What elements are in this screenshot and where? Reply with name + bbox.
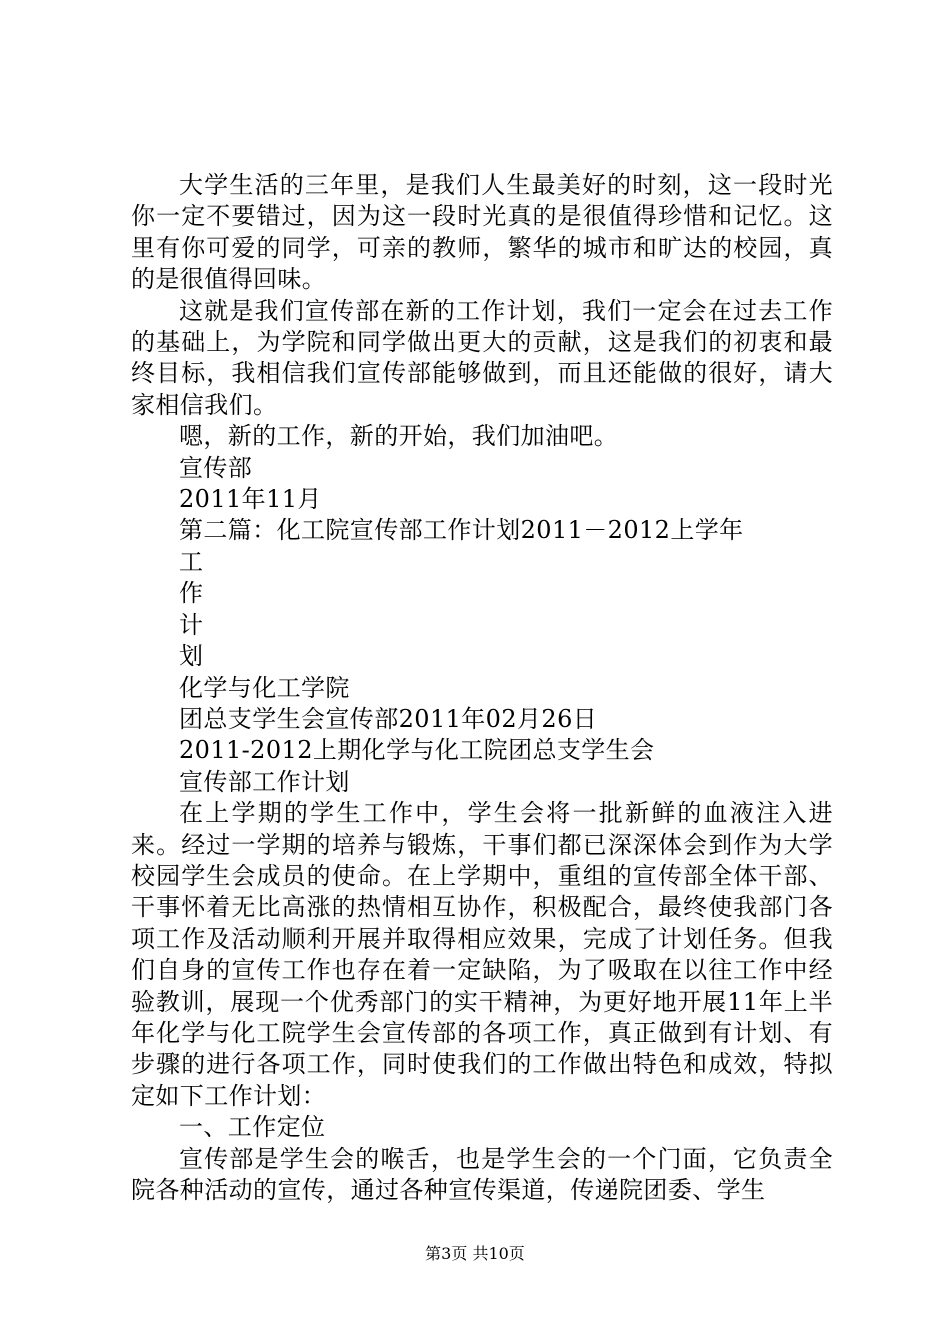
page-number-footer: 第3页 共10页 bbox=[425, 1244, 525, 1263]
vertical-char-2: 作 bbox=[179, 579, 204, 608]
section-title: 第二篇：化工院宣传部工作计划2011－2012上学年 bbox=[179, 516, 744, 545]
paragraph-university-life: 大学生活的三年里，是我们人生最美好的时刻，这一段时光你一定不要错过，因为这一段时光真的是很值得珍惜和记忆。这里有你可爱的同学，可亲的教师，繁华的城市和旷达的校园，真的是很值得回味。 bbox=[131, 171, 833, 294]
issuer-line: 团总支学生会宣传部2011年02月26日 bbox=[179, 704, 598, 733]
plan-title-line-2: 宣传部工作计划 bbox=[179, 767, 350, 796]
vertical-char-1: 工 bbox=[179, 547, 204, 576]
signature-date: 2011年11月 bbox=[179, 485, 322, 514]
paragraph-work-plan: 这就是我们宣传部在新的工作计划，我们一定会在过去工作的基础上，为学院和同学做出更大的贡献，这是我们的初衷和最终目标，我相信我们宣传部能够做到，而且还能做的很好，请大家相信我们。 bbox=[131, 296, 833, 419]
vertical-char-3: 计 bbox=[179, 610, 204, 639]
paragraph-encouragement: 嗯，新的工作，新的开始，我们加油吧。 bbox=[179, 422, 619, 451]
document-body bbox=[131, 170, 833, 1206]
heading-work-positioning: 一、工作定位 bbox=[179, 1113, 326, 1142]
body-paragraph-publicity-role: 宣传部是学生会的喉舌，也是学生会的一个门面，它负责全院各种活动的宣传，通过各种宣传渠道，传递院团委、学生 bbox=[131, 1144, 833, 1204]
plan-title-line-1: 2011-2012上期化学与化工院团总支学生会 bbox=[179, 736, 655, 765]
body-paragraph-previous-term: 在上学期的学生工作中，学生会将一批新鲜的血液注入进来。经过一学期的培养与锻炼，干事们都已深深体会到作为大学校园学生会成员的使命。在上学期中，重组的宣传部全体干部、干事怀着无比高涨的热情相互协作，积极配合，最终使我部门各项工作及活动顺利开展并取得相应效果，完成了计划任务。但我们自身的宣传工作也存在着一定缺陷，为了吸取在以往工作中经验教训，展现一个优秀部门的实干精神，为更好地开展11年上半年化学与化工院学生会宣传部的各项工作，真正做到有计划、有步骤的进行各项工作，同时使我们的工作做出特色和成效，特拟定如下工作计划： bbox=[131, 799, 833, 1110]
signature-department: 宣传部 bbox=[179, 453, 253, 482]
vertical-char-4: 划 bbox=[179, 642, 204, 671]
school-name: 化学与化工学院 bbox=[179, 673, 350, 702]
